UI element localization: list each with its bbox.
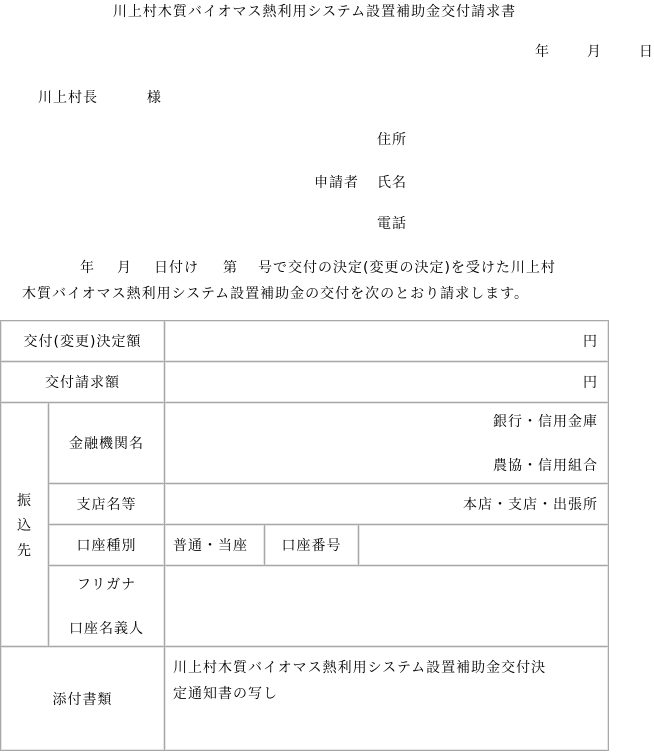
attachment-label: 添付書類 xyxy=(1,647,165,751)
account-type-row xyxy=(1,525,609,566)
body-line-1-rest: 号で交付の決定(変更の決定)を受けた川上村 xyxy=(258,260,556,276)
furigana-label: フリガナ xyxy=(76,577,137,593)
body-month: 月 xyxy=(117,260,132,276)
account-holder-label-cell xyxy=(49,566,165,647)
transfer-destination-label xyxy=(1,403,49,647)
address-label: 住所 xyxy=(377,132,407,148)
yen-unit: 円 xyxy=(583,375,599,391)
account-holder-row xyxy=(1,566,609,647)
attachment-row xyxy=(1,647,609,751)
body-line-1 xyxy=(80,257,556,277)
request-amount-row xyxy=(1,362,609,403)
date-day: 日 xyxy=(638,44,654,60)
body-no-prefix: 第 xyxy=(223,260,238,276)
account-type-field[interactable]: 普通・当座 xyxy=(165,525,265,566)
addressee xyxy=(38,87,162,107)
bank-types-line-1: 銀行・信用金庫 xyxy=(493,414,599,430)
branch-label: 支店名等 xyxy=(49,484,165,525)
account-number-field[interactable] xyxy=(359,525,609,566)
bank-name-label: 金融機関名 xyxy=(49,403,165,484)
applicant-label: 申請者 xyxy=(314,175,359,191)
date-line xyxy=(535,41,654,61)
phone-label: 電話 xyxy=(377,216,407,232)
yen-unit: 円 xyxy=(583,334,599,350)
body-day-dated: 日付け xyxy=(154,260,199,276)
attachment-line-2: 定通知書の写し xyxy=(173,686,278,702)
document-title: 川上村木質バイオマス熱利用システム設置補助金交付請求書 xyxy=(112,4,517,20)
bank-name-field[interactable] xyxy=(165,403,609,484)
attachment-line-1: 川上村木質バイオマス熱利用システム設置補助金交付決 xyxy=(173,660,547,676)
date-month: 月 xyxy=(586,44,602,60)
request-amount-field[interactable] xyxy=(165,362,609,403)
name-label: 氏名 xyxy=(377,175,407,191)
request-amount-label: 交付請求額 xyxy=(1,362,165,403)
date-year: 年 xyxy=(535,44,550,60)
transfer-char-2: 込 xyxy=(17,517,32,534)
branch-row xyxy=(1,484,609,525)
bank-name-row xyxy=(1,403,609,484)
transfer-char-1: 振 xyxy=(17,492,32,509)
addressee-honorific: 様 xyxy=(146,90,162,106)
decision-amount-field[interactable] xyxy=(165,321,609,362)
bank-types-line-2: 農協・信用組合 xyxy=(493,458,599,474)
attachment-content xyxy=(165,647,609,751)
decision-amount-row xyxy=(1,321,609,362)
request-form-table xyxy=(0,320,609,751)
decision-amount-label: 交付(変更)決定額 xyxy=(1,321,165,362)
body-year: 年 xyxy=(80,260,95,276)
account-holder-label: 口座名義人 xyxy=(69,621,144,637)
branch-field[interactable] xyxy=(165,484,609,525)
account-number-label: 口座番号 xyxy=(265,525,359,566)
branch-types: 本店・支店・出張所 xyxy=(463,497,599,513)
addressee-name: 川上村長 xyxy=(38,90,98,106)
body-line-2: 木質バイオマス熱利用システム設置補助金の交付を次のとおり請求します。 xyxy=(22,286,530,302)
transfer-char-3: 先 xyxy=(17,542,32,559)
account-holder-field[interactable] xyxy=(165,566,609,647)
account-type-label: 口座種別 xyxy=(49,525,165,566)
